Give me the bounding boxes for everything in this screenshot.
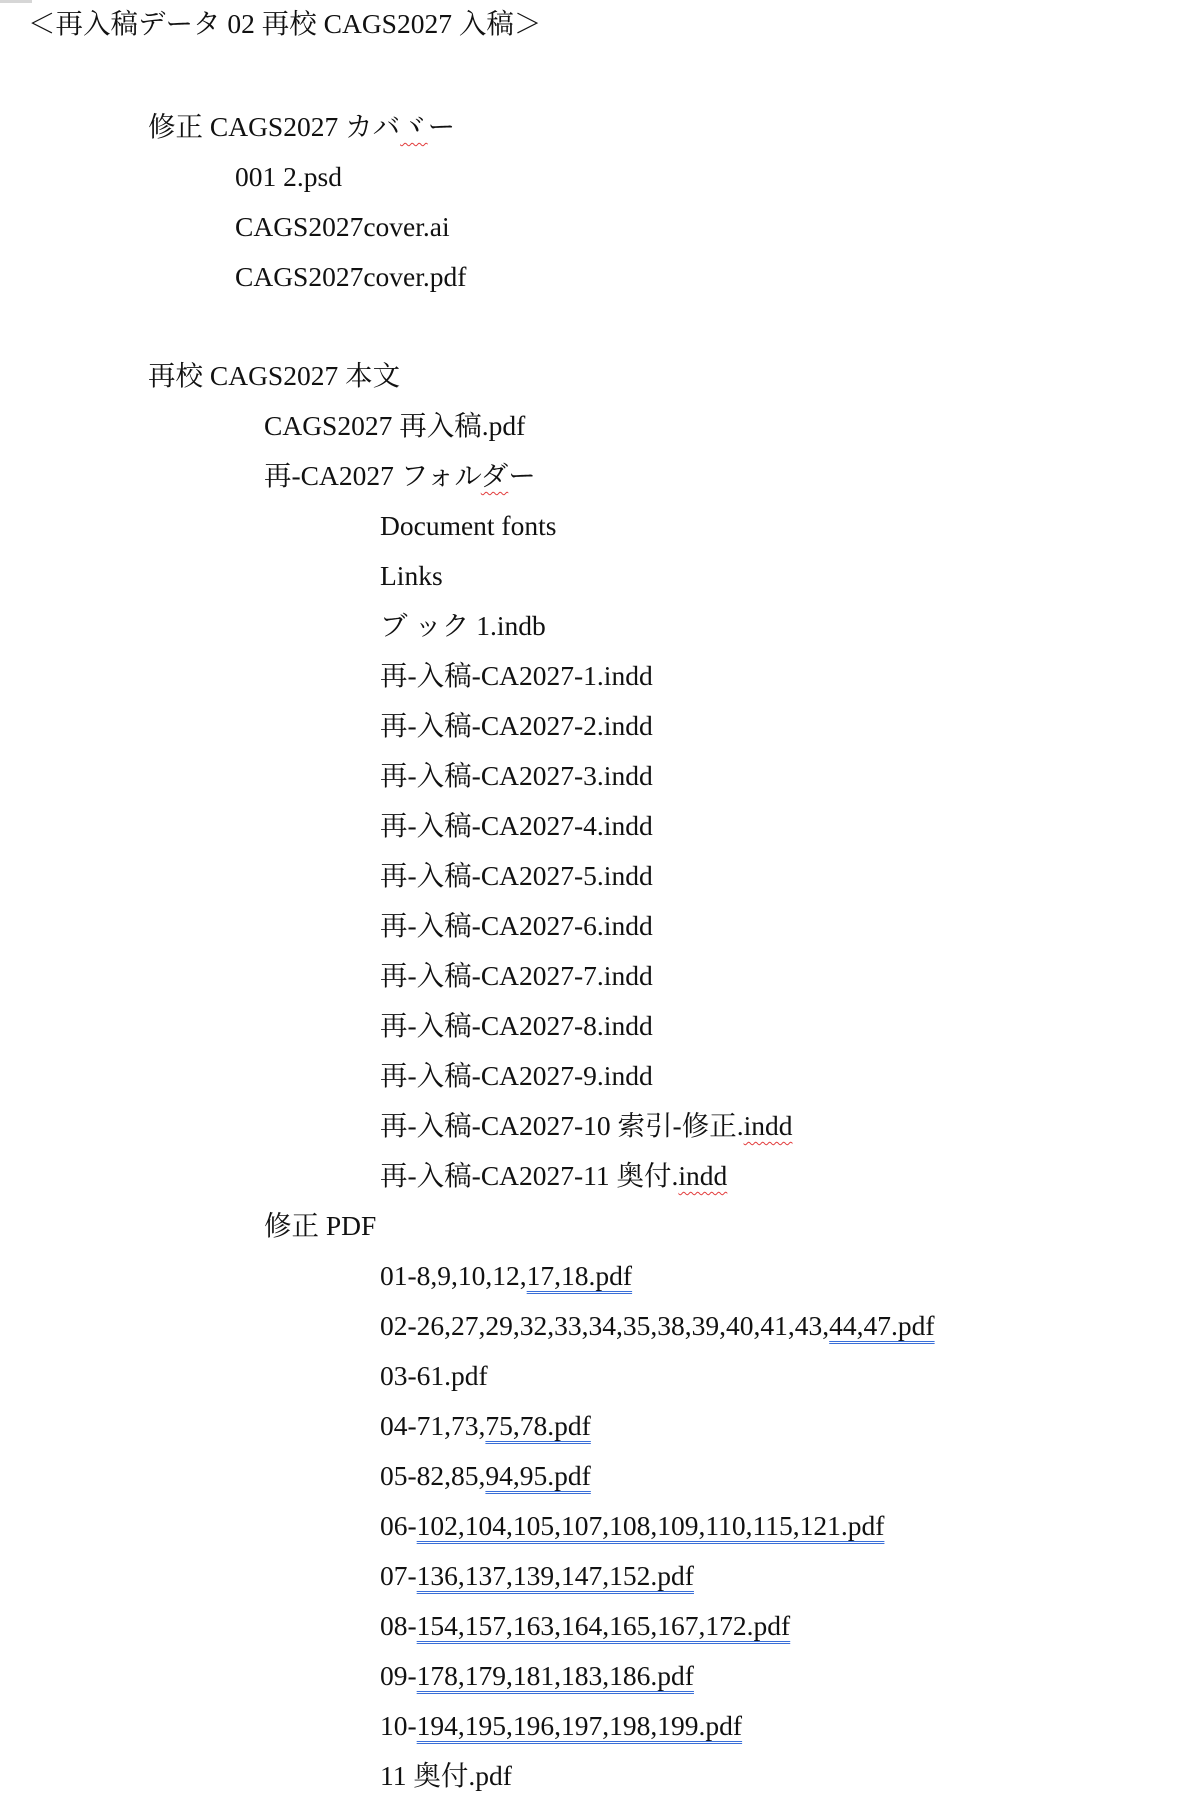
folder-item: 再-入稿-CA2027-3.indd [380,760,653,791]
body-section-heading: 再校 CAGS2027 本文 [148,360,401,391]
cover-file-item: CAGS2027cover.ai [235,211,450,242]
body-pdf-file: CAGS2027 再入稿.pdf [264,410,526,441]
grammar-flag: 154,157,163,164,165,167,172.pdf [416,1610,791,1641]
folder-item [380,1156,727,1196]
grammar-flag: 178,179,181,183,186.pdf [416,1660,694,1691]
page-corner-mark [0,0,32,3]
revised-pdf-file [380,1256,632,1296]
document-title: ＜再入稿データ 02 再校 CAGS2027 入稿＞ [28,8,542,39]
cover-section-heading [148,107,455,147]
pdf-file-text: 05-82,85, [380,1460,486,1491]
pdf-file-text: 02-26,27,29,32,33,34,35,38,39,40,41,43, [380,1310,830,1341]
folder-item [380,1106,792,1146]
revised-pdf-file [380,1406,591,1446]
folder-item: 再-入稿-CA2027-8.indd [380,1010,653,1041]
pdf-file-text: 10- [380,1710,417,1741]
body-folder-heading [264,456,536,496]
folder-item: 再-入稿-CA2027-5.indd [380,860,653,891]
folder-item-text: 再-入稿-CA2027-10 索引-修正. [380,1110,744,1141]
cover-file-item: CAGS2027cover.pdf [235,261,467,292]
folder-item: 再-入稿-CA2027-1.indd [380,660,653,691]
spelling-flag: indd [678,1160,728,1191]
grammar-flag: 136,137,139,147,152.pdf [416,1560,694,1591]
folder-item-text: 再-入稿-CA2027-11 奥付. [380,1160,679,1191]
revised-pdf-file [380,1606,790,1646]
folder-item: Document fonts [380,510,557,541]
revised-pdf-file [380,1356,488,1396]
revised-pdf-heading: 修正 PDF [264,1210,377,1241]
pdf-file-text: 01-8,9,10,12, [380,1260,527,1291]
grammar-flag: 94,95.pdf [485,1460,591,1491]
cover-heading-text: 修正 CAGS2027 カバ [148,111,401,142]
folder-item: ブ ック 1.indb [380,610,546,641]
revised-pdf-file [380,1306,935,1346]
revised-pdf-file [380,1706,742,1746]
revised-pdf-file [380,1556,694,1596]
grammar-flag: 102,104,105,107,108,109,110,115,121.pdf [416,1510,885,1541]
pdf-file-text: 07- [380,1560,417,1591]
folder-item: Links [380,560,443,591]
cover-heading-text-tail: ー [427,111,456,142]
folder-heading-text: 再-CA2027 フォル [264,460,481,491]
pdf-file-text: 11 奥付.pdf [380,1760,512,1791]
pdf-file-text: 09- [380,1660,417,1691]
folder-item: 再-入稿-CA2027-4.indd [380,810,653,841]
grammar-flag: 194,195,196,197,198,199.pdf [416,1710,743,1741]
pdf-file-text: 04-71,73, [380,1410,486,1441]
revised-pdf-file [380,1456,591,1496]
pdf-file-text: 08- [380,1610,417,1641]
revised-pdf-file [380,1506,884,1546]
pdf-file-text: 03-61.pdf [380,1360,488,1391]
folder-item: 再-入稿-CA2027-9.indd [380,1060,653,1091]
spelling-flag: indd [743,1110,793,1141]
cover-file-item: 001 2.psd [235,161,342,192]
spelling-flag: ヾ [400,111,428,142]
grammar-flag: 44,47.pdf [829,1310,935,1341]
grammar-flag: 75,78.pdf [485,1410,591,1441]
folder-item: 再-入稿-CA2027-7.indd [380,960,653,991]
folder-item: 再-入稿-CA2027-2.indd [380,710,653,741]
revised-pdf-file [380,1756,512,1796]
spelling-flag: ダ [480,460,509,491]
pdf-file-text: 06- [380,1510,417,1541]
revised-pdf-file [380,1656,694,1696]
folder-item: 再-入稿-CA2027-6.indd [380,910,653,941]
folder-heading-text-tail: ー [508,460,536,491]
grammar-flag: 17,18.pdf [526,1260,633,1291]
